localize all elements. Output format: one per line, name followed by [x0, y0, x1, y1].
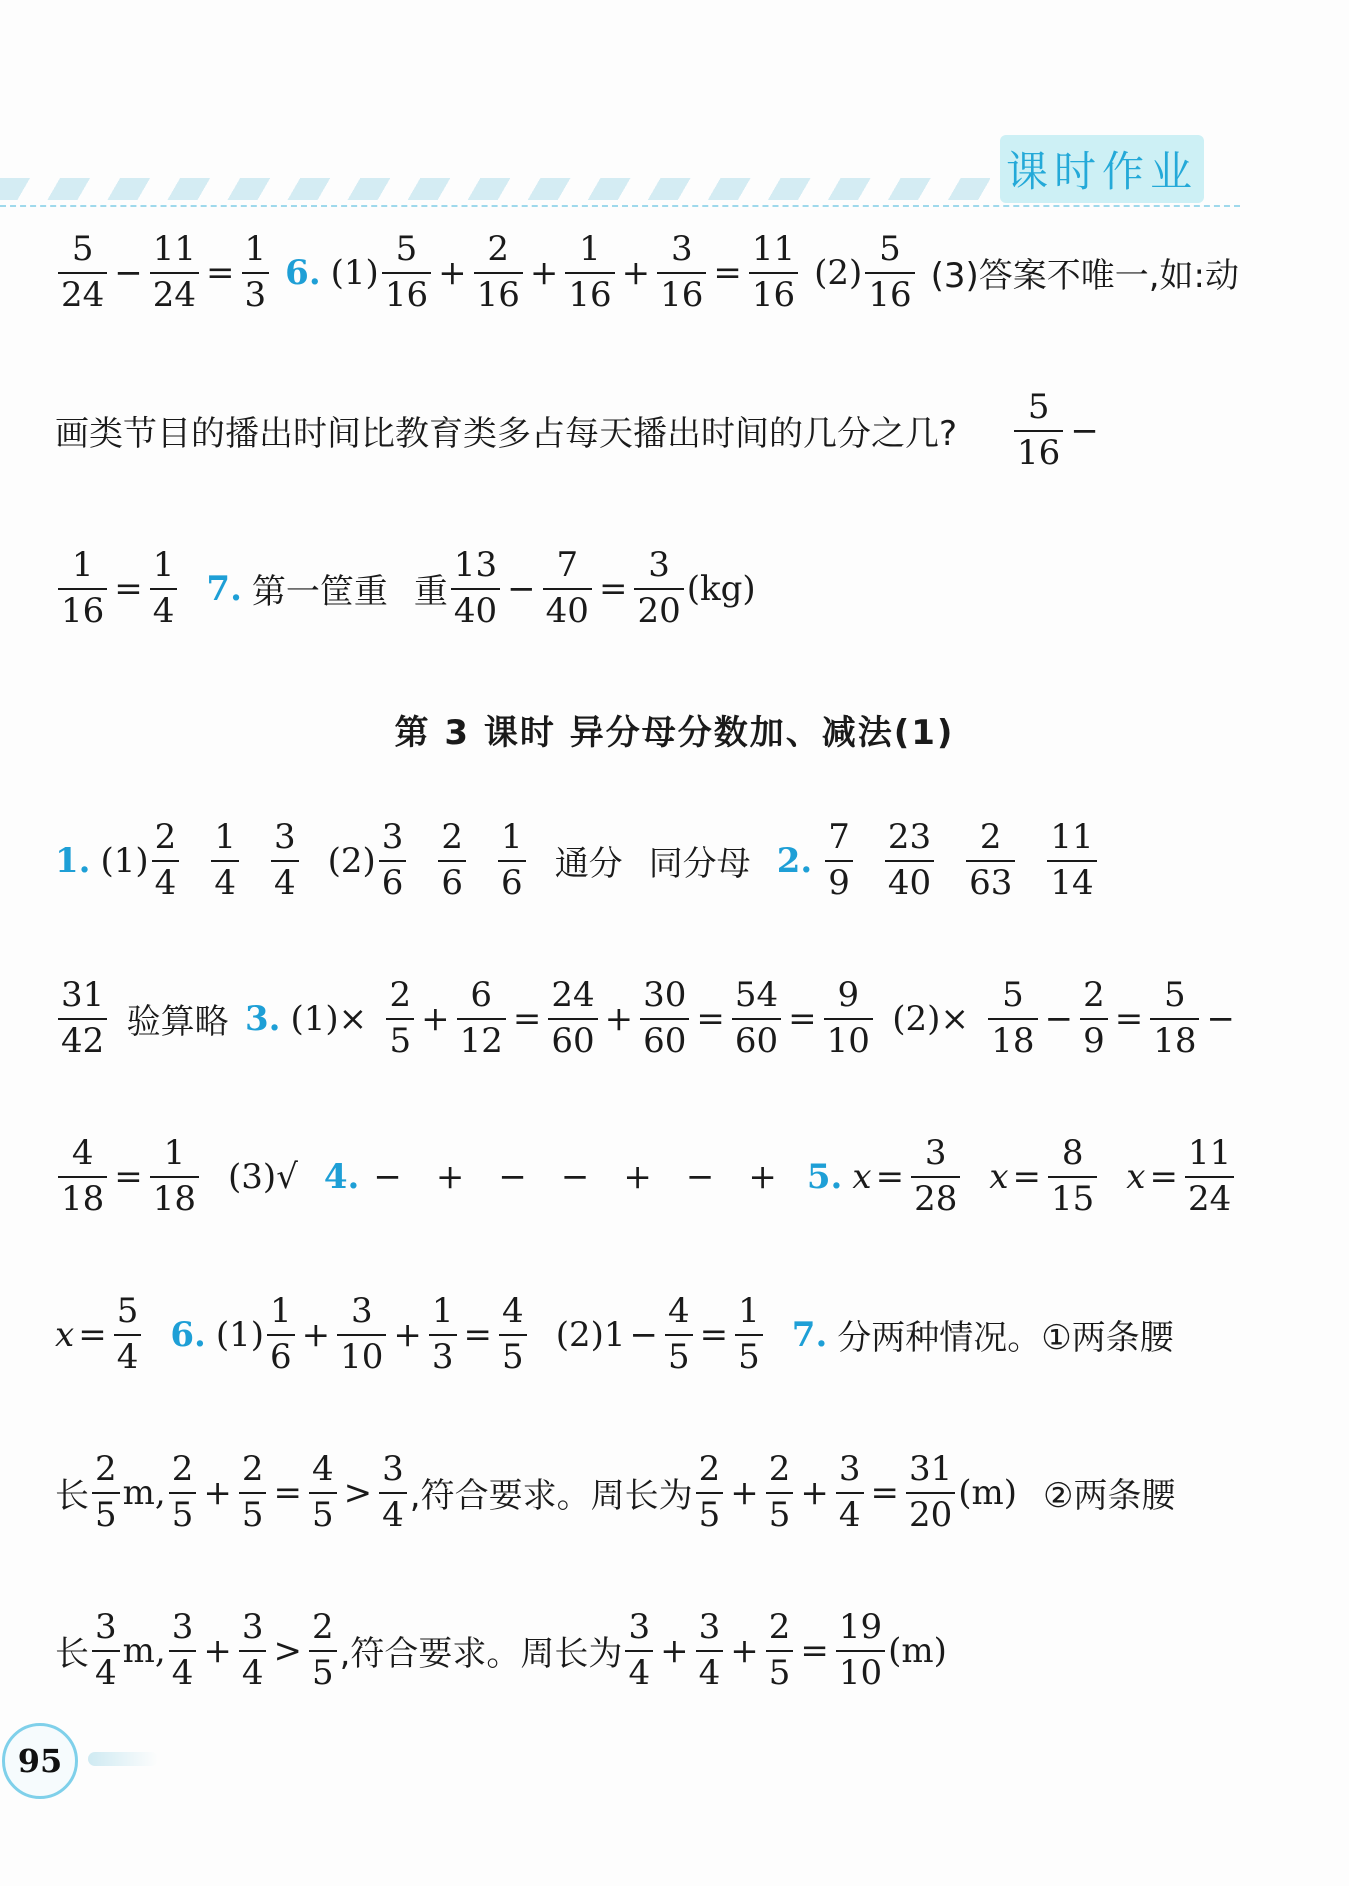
part-label: (2): [814, 252, 863, 293]
answer-text: 分两种情况。①两条腰: [837, 1318, 1174, 1359]
part-label: (2): [892, 998, 941, 1039]
sign: −: [560, 1156, 590, 1197]
fraction: $\frac{5}{18}$: [988, 978, 1037, 1059]
question-number: 7.: [791, 1314, 828, 1355]
cross-mark: ×: [338, 998, 368, 1039]
fraction: $\frac{3}{4}$: [836, 1452, 864, 1533]
part-label: (1): [100, 840, 149, 881]
fraction: $\frac{2}{9}$: [1080, 978, 1108, 1059]
fraction: $\frac{9}{10}$: [824, 978, 873, 1059]
sign: −: [373, 1156, 402, 1197]
fraction: $\frac{3}{28}$: [911, 1136, 960, 1217]
sign: +: [623, 1156, 652, 1197]
section-title: 第 3 课时 异分母分数加、减法(1): [394, 713, 955, 753]
part-label: (2): [555, 1314, 604, 1355]
fraction: $\frac{19}{10}$: [836, 1610, 885, 1691]
lesson-line-2: $\frac{31}{42}$ 验算略 3. (1) × $\frac{2}{5}$ + $\frac{6}{12}$ = $\frac{24}{60}$ + $\frac{30}{60}$ = $\frac{54}{60}$ = $\frac{9}{10}$ (2) × $\frac{5}{18}$ − $\frac{2}{9}$ = $\frac{5}{18}$ −: [55, 978, 1239, 1059]
fraction: $\frac{1}{5}$: [735, 1294, 763, 1375]
question-number: 7.: [206, 568, 242, 609]
unit-label: m,: [122, 1630, 166, 1671]
fraction: $\frac{7}{9}$: [825, 820, 853, 901]
answer-text: ②两条腰: [1043, 1476, 1176, 1517]
fraction: $\frac{54}{60}$: [732, 978, 781, 1059]
fraction: $\frac{1}{18}$: [150, 1136, 199, 1217]
fraction: $\frac{1}{3}$: [429, 1294, 457, 1375]
variable: x: [989, 1156, 1009, 1197]
fraction: $\frac{3}{6}$: [379, 820, 407, 901]
fraction: $\frac{1}{16}$: [565, 232, 614, 313]
answer-text: (3)答案不唯一,如:动: [930, 256, 1239, 297]
fraction: $\frac{2}{6}$: [438, 820, 466, 901]
answer-text: 重: [413, 572, 448, 613]
part-label: (1): [215, 1314, 264, 1355]
fraction: $\frac{7}{40}$: [543, 548, 592, 629]
fraction: $\frac{1}{4}$: [150, 548, 178, 629]
question-number: 2.: [776, 840, 813, 881]
answer-text: ,符合要求。周长为: [339, 1634, 623, 1675]
fraction: $\frac{2}{63}$: [966, 820, 1015, 901]
question-number: 1.: [55, 840, 91, 881]
part-label: (2): [327, 840, 376, 881]
fraction: $\frac{11}{14}$: [1047, 820, 1096, 901]
lesson-line-5: 长 $\frac{2}{5}$ m, $\frac{2}{5}$ + $\frac{2}{5}$ = $\frac{4}{5}$ > $\frac{3}{4}$ ,符合要求。周长为 $\frac{2}{5}$ + $\frac{2}{5}$ + $\frac{3}{4}$ = $\frac{31}{20}$ (m) ②两条腰: [55, 1449, 1176, 1535]
fraction: $\frac{2}{5}$: [92, 1452, 120, 1533]
fraction: $\frac{5}{24}$: [58, 232, 107, 313]
page-number: 95: [2, 1723, 78, 1799]
unit-label: (m): [888, 1630, 947, 1671]
sign: +: [748, 1156, 777, 1197]
fraction: $\frac{8}{15}$: [1048, 1136, 1097, 1217]
fraction: $\frac{31}{20}$: [906, 1452, 955, 1533]
fraction: $\frac{3}{4}$: [696, 1610, 724, 1691]
fraction: $\frac{4}{5}$: [309, 1452, 337, 1533]
sign: −: [498, 1156, 527, 1197]
fraction: $\frac{11}{16}$: [749, 232, 798, 313]
fraction: $\frac{1}{4}$: [211, 820, 239, 901]
fraction: $\frac{2}{5}$: [766, 1610, 794, 1691]
fraction: $\frac{6}{12}$: [457, 978, 506, 1059]
fraction: $\frac{1}{3}$: [242, 232, 270, 313]
question-number: 5.: [806, 1156, 843, 1197]
fraction: $\frac{4}{18}$: [58, 1136, 107, 1217]
lesson-line-1: [55, 817, 1239, 903]
part-label: (1): [290, 998, 339, 1039]
part-label: (3): [228, 1156, 277, 1197]
fraction: $\frac{3}{4}$: [625, 1610, 653, 1691]
fraction: $\frac{5}{4}$: [114, 1294, 142, 1375]
fraction: $\frac{2}{16}$: [474, 232, 523, 313]
answer-text: 长: [55, 1634, 89, 1675]
cross-mark: ×: [940, 998, 969, 1039]
part-label: (1): [330, 252, 379, 293]
fraction: $\frac{30}{60}$: [640, 978, 689, 1059]
question-number: 3.: [244, 998, 281, 1039]
fraction: $\frac{3}{4}$: [379, 1452, 407, 1533]
page-number-decoration: [88, 1752, 158, 1766]
fraction: $\frac{2}{5}$: [309, 1610, 337, 1691]
variable: x: [55, 1314, 75, 1355]
question-number: 6.: [285, 252, 321, 293]
fraction: $\frac{2}{5}$: [696, 1452, 724, 1533]
unit-label: (m): [958, 1472, 1018, 1513]
answer-text: ,符合要求。周长为: [409, 1476, 693, 1517]
question-number: 4.: [323, 1156, 360, 1197]
fraction: $\frac{3}{4}$: [239, 1610, 267, 1691]
question-number: 6.: [170, 1314, 206, 1355]
fraction: $\frac{11}{24}$: [1185, 1136, 1234, 1217]
answer-line-1: $\frac{5}{24}$ − $\frac{11}{24}$ = $\frac{1}{3}$ 6. (1) $\frac{5}{16}$ + $\frac{2}{16}$ + $\frac{1}{16}$ + $\frac{3}{16}$ = $\frac{11}{16}$ (2) $\frac{5}{16}$ (3)答案不唯一,如:动: [55, 232, 1239, 313]
sign: +: [435, 1156, 465, 1197]
fraction: $\frac{2}{5}$: [169, 1452, 197, 1533]
answer-text: 同分母: [648, 844, 751, 885]
answer-text: 第一筐重: [251, 572, 388, 613]
header-stripe-band: [0, 178, 990, 200]
fraction: $\frac{3}{4}$: [92, 1610, 120, 1691]
header-title: 课时作业: [1000, 135, 1230, 205]
header-divider: [0, 205, 1240, 207]
lesson-line-4: x = $\frac{5}{4}$ 6. (1) $\frac{1}{6}$ + $\frac{3}{10}$ + $\frac{1}{3}$ = $\frac{4}{5}$ (2) 1 − $\frac{4}{5}$ = $\frac{1}{5}$ 7. 分两种情况。①两条腰: [55, 1291, 1174, 1377]
fraction: $\frac{24}{60}$: [548, 978, 597, 1059]
sign: −: [685, 1156, 715, 1197]
answer-line-3: $\frac{1}{16}$ = $\frac{1}{4}$ 7. 第一筐重 重 $\frac{13}{40}$ − $\frac{7}{40}$ = $\frac{3}{20}$ (kg): [55, 548, 1239, 629]
fraction: $\frac{3}{20}$: [634, 548, 683, 629]
fraction: $\frac{3}{16}$: [657, 232, 706, 313]
fraction: $\frac{4}{5}$: [665, 1294, 693, 1375]
fraction: $\frac{5}{16}$: [382, 232, 431, 313]
answer-text: 通分: [554, 844, 623, 885]
fraction: $\frac{3}{10}$: [337, 1294, 386, 1375]
unit-label: (kg): [686, 568, 756, 609]
fraction: $\frac{1}{6}$: [267, 1294, 295, 1375]
fraction: $\frac{5}{18}$: [1150, 978, 1199, 1059]
variable: x: [852, 1156, 872, 1197]
check-mark: √: [276, 1156, 298, 1197]
fraction: $\frac{4}{5}$: [499, 1294, 527, 1375]
fraction: $\frac{2}{5}$: [239, 1452, 267, 1533]
fraction: $\frac{1}{6}$: [498, 820, 526, 901]
fraction: $\frac{2}{4}$: [152, 820, 180, 901]
fraction: $\frac{5}{16}$: [865, 232, 914, 313]
answer-text: 画类节目的播出时间比教育类多占每天播出时间的几分之几?: [55, 414, 958, 455]
fraction: $\frac{1}{16}$: [58, 548, 107, 629]
fraction: $\frac{31}{42}$: [58, 978, 107, 1059]
answer-text: 验算略: [126, 1002, 229, 1043]
answer-text: 长: [55, 1476, 89, 1517]
fraction: $\frac{3}{4}$: [169, 1610, 197, 1691]
answer-line-2: 画类节目的播出时间比教育类多占每天播出时间的几分之几? $\frac{5}{16}$ −: [55, 387, 1099, 473]
unit-label: m,: [122, 1472, 166, 1513]
fraction: $\frac{23}{40}$: [885, 820, 934, 901]
fraction: $\frac{3}{4}$: [271, 820, 299, 901]
fraction: $\frac{11}{24}$: [150, 232, 199, 313]
fraction: $\frac{2}{5}$: [386, 978, 414, 1059]
variable: x: [1126, 1156, 1146, 1197]
number: 1: [603, 1314, 626, 1355]
fraction: $\frac{13}{40}$: [451, 548, 500, 629]
fraction: $\frac{5}{16}$: [1014, 390, 1063, 471]
lesson-line-3: $\frac{4}{18}$ = $\frac{1}{18}$ (3) √ 4. − + − − + − + 5. x = $\frac{3}{28}$ x = $\frac{8}{15}$ x = $\frac{11}{24}$: [55, 1136, 1239, 1217]
lesson-line-6: 长 $\frac{3}{4}$ m, $\frac{3}{4}$ + $\frac{3}{4}$ > $\frac{2}{5}$ ,符合要求。周长为 $\frac{3}{4}$ + $\frac{3}{4}$ + $\frac{2}{5}$ = $\frac{19}{10}$ (m): [55, 1607, 947, 1693]
fraction: $\frac{2}{5}$: [766, 1452, 794, 1533]
